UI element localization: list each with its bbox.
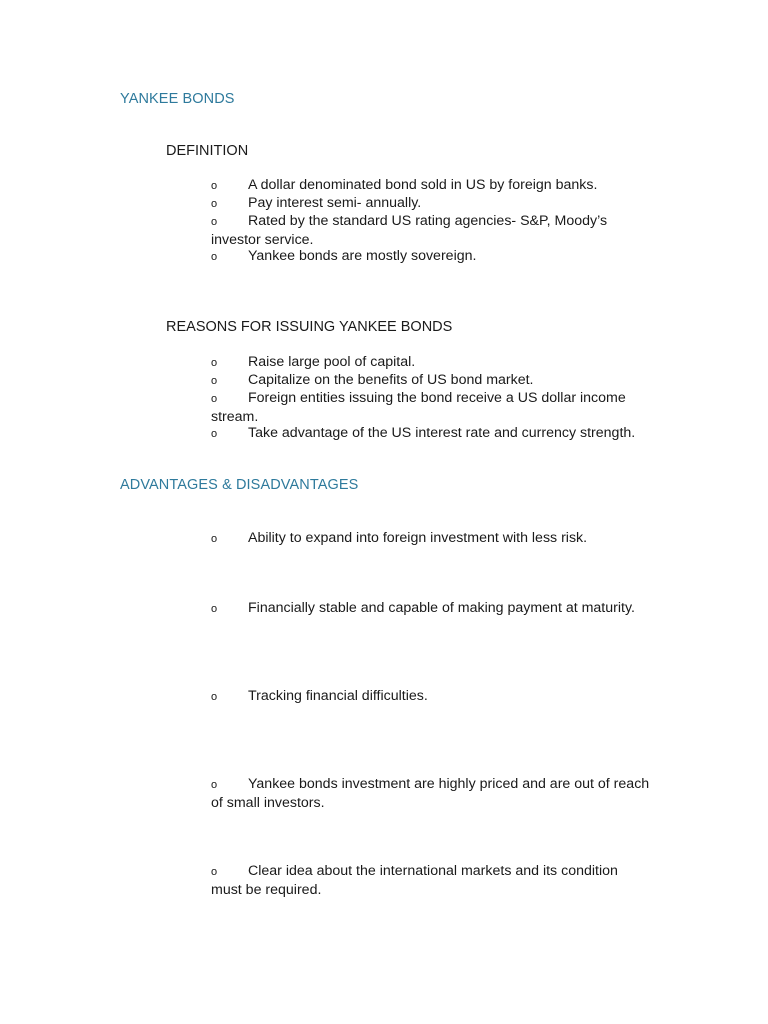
list-item xyxy=(211,776,651,812)
bullet-icon: o xyxy=(211,691,218,703)
bullet-icon: o xyxy=(211,216,218,228)
document-title: YANKEE BONDS xyxy=(120,91,235,107)
list-item xyxy=(211,248,651,267)
list-item xyxy=(211,863,651,899)
list-item-text: Yankee bonds investment are highly priced and are out of reach of small investors. xyxy=(211,776,650,811)
bullet-icon: o xyxy=(211,779,218,791)
bullet-icon: o xyxy=(211,357,218,369)
list-item xyxy=(211,372,651,391)
list-item xyxy=(211,354,651,373)
reasons-heading: REASONS FOR ISSUING YANKEE BONDS xyxy=(166,319,453,335)
list-item xyxy=(211,688,651,707)
list-item xyxy=(211,390,651,426)
advantages-heading: ADVANTAGES & DISADVANTAGES xyxy=(120,477,359,493)
bullet-icon: o xyxy=(211,428,218,440)
list-item xyxy=(211,425,651,444)
bullet-icon: o xyxy=(211,393,218,405)
list-item-text: Foreign entities issuing the bond receive a US dollar income stream. xyxy=(211,390,626,425)
bullet-icon: o xyxy=(211,251,218,263)
list-item-text: Capitalize on the benefits of US bond market. xyxy=(248,372,534,388)
list-item xyxy=(211,195,651,214)
list-item-text: A dollar denominated bond sold in US by foreign banks. xyxy=(248,177,598,193)
bullet-icon: o xyxy=(211,533,218,545)
bullet-icon: o xyxy=(211,603,218,615)
list-item xyxy=(211,600,651,619)
list-item-text: Rated by the standard US rating agencies- S&P, Moody’s investor service. xyxy=(211,213,608,248)
list-item-text: Tracking financial difficulties. xyxy=(248,688,428,704)
list-item xyxy=(211,530,651,549)
list-item-text: Pay interest semi- annually. xyxy=(248,195,422,211)
bullet-icon: o xyxy=(211,375,218,387)
list-item-text: Ability to expand into foreign investment with less risk. xyxy=(248,530,588,546)
bullet-icon: o xyxy=(211,180,218,192)
bullet-icon: o xyxy=(211,866,218,878)
bullet-icon: o xyxy=(211,198,218,210)
list-item-text: Financially stable and capable of making payment at maturity. xyxy=(248,600,635,616)
list-item-text: Take advantage of the US interest rate and currency strength. xyxy=(248,425,636,441)
list-item-text: Yankee bonds are mostly sovereign. xyxy=(248,248,477,264)
definition-heading: DEFINITION xyxy=(166,143,249,159)
list-item-text: Raise large pool of capital. xyxy=(248,354,416,370)
list-item xyxy=(211,177,651,196)
list-item-text: Clear idea about the international markets and its condition must be required. xyxy=(211,863,618,898)
list-item xyxy=(211,213,651,249)
